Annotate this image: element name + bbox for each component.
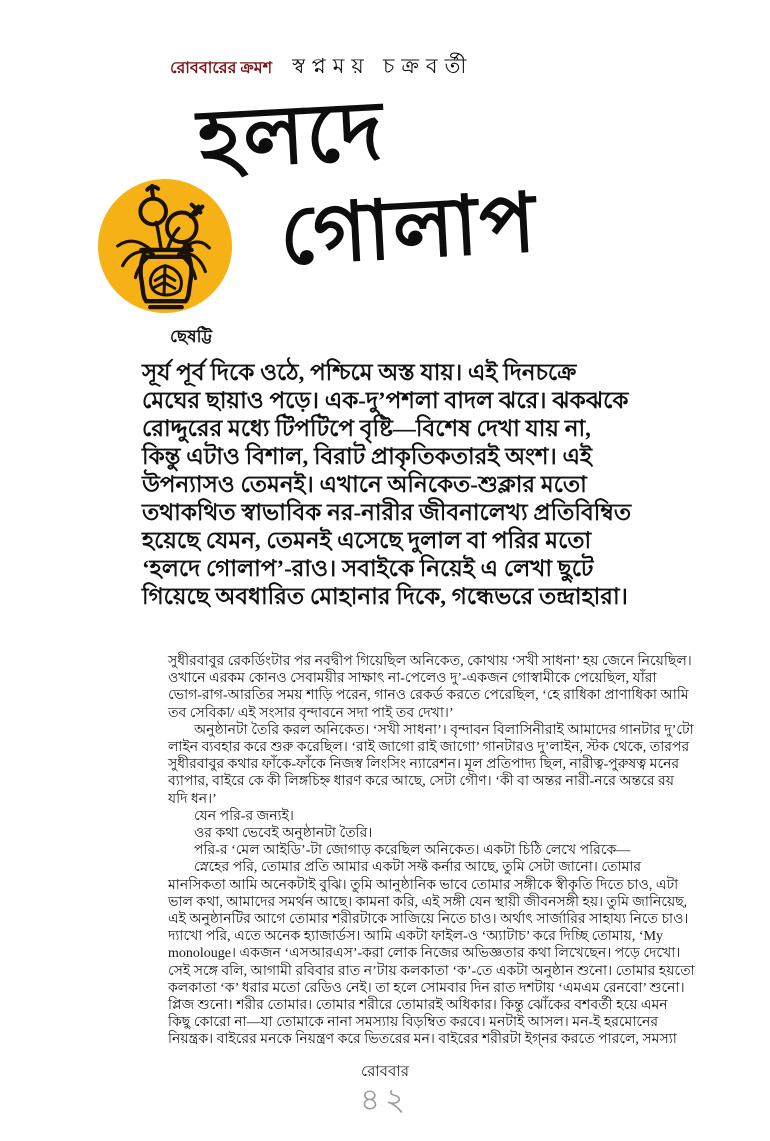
- intro-paragraph: [142, 359, 647, 611]
- title-line-1: হলদে: [195, 85, 387, 186]
- intro-line: হয়েছে যেমন, তেমনই এসেছে দুলাল বা পরির মতো: [142, 528, 592, 553]
- title-line-2: গোলাপ: [277, 177, 540, 282]
- body-line: ওর কথা ভেবেই অনুষ্ঠানটা তৈরি।: [194, 826, 373, 842]
- body-line: নিয়ন্ত্রক। বাইরের মনকে নিয়ন্ত্রণ করে ভিতরের মন। বাইরের শরীরটা ইগ্‌নর করতে পারলে, সমস্যা: [168, 1032, 677, 1048]
- body-line: ভাল কথা, আমাদের সমর্থন আছে। কামনা করি, এই সঙ্গী যেন স্থায়ী জীবনসঙ্গী হয়। তুমি জানিয়েছ,: [168, 894, 688, 910]
- intro-line: উপন্যাসও তেমনই। এখানে অনিকেত-শুক্লার মতো: [142, 472, 587, 497]
- intro-line: ‘হলদে গোলাপ’-রাও। সবাইকে নিয়েই এ লেখা ছুটে: [142, 556, 594, 581]
- chapter-label: ছেষট্টি: [170, 327, 213, 346]
- page-header: [170, 50, 473, 85]
- intro-line: সূর্য পূর্ব দিকে ওঠে, পশ্চিমে অস্ত যায়। এই দিনচক্রে: [142, 360, 577, 385]
- body-line: সুধীরবাবুর কথার ফাঁকে-ফাঁকে নিজস্ব লিংসিং ন্যারেশন। মূল প্রতিপাদ্য ছিল, নারীত্ব-পুরুষত্ব মনের: [168, 757, 680, 773]
- intro-line: তথাকথিত স্বাভাবিক নর-নারীর জীবনালেখ্য প্রতিবিম্বিত: [142, 500, 632, 525]
- body-line: এই অনুষ্ঠানটির আগে তোমার শরীরটাকে সাজিয়ে নিতে চাও। অর্থাৎ সার্জারির সাহায্য নিতে চাও।: [168, 912, 689, 928]
- body-line: যেন পরি-র জন্যই।: [194, 808, 294, 824]
- intro-line: কিন্তু এটাও বিশাল, বিরাট প্রাকৃতিকতারই অংশ। এই: [142, 444, 592, 469]
- body-line: স্নেহের পরি, তোমার প্রতি আমার একটা সফ্ট কর্নার আছে, তুমি সেটা জানো। তোমার: [194, 860, 642, 876]
- body-line: সুধীরবাবুর রেকর্ডিংটার পর নবদ্বীপ গিয়েছিল অনিকেত, কোথায় ‘সখী সাধনা’ হয় জেনে নিয়েছিল।: [168, 654, 692, 669]
- body-line: ওখানে এরকম কোনও সেবাময়ীর সাক্ষাৎ না-পেলেও দু’-একজন গোস্বামীকে পেয়েছিল, যাঁরা: [168, 671, 657, 687]
- body-line: monolouge। একজন ‘এসআরএস’-করা লোক নিজের অভিজ্ঞতার কথা লিখেছেন। পড়ে দেখো।: [168, 946, 681, 962]
- body-line: সেই সঙ্গে বলি, আগামী রবিবার রাত ন’টায় কলকাতা ‘ক’-তে একটা অনুষ্ঠান শুনো। তোমার হয়তো: [168, 963, 695, 979]
- series-label: রোববারের ক্রমশ: [170, 60, 273, 77]
- body-line: যদি ধন।’: [168, 791, 217, 807]
- body-line: লাইন ব্যবহার করে শুরু করেছিল। ‘রাই জাগো রাই জাগো’ গানটারও দু’লাইন, স্টক থেকে, তারপর: [168, 740, 690, 756]
- body-line: ব্যাপার, বাইরে কে কী লিঙ্গচিহ্ন ধারণ করে আছে, সেটা গৌণ। ‘কী বা অন্তর নারী-নরে অন্তরে রয়: [168, 774, 674, 790]
- body-line: কিছু কোরো না—যা তোমাকে নানা সমস্যায় বিড়ম্বিত করবে। মনটাই আসল। মন-ই হরমোনের: [168, 1015, 659, 1031]
- body-line: মানসিকতা আমি অনেকটাই বুঝি। তুমি আনুষ্ঠানিক ভাবে তোমার সঙ্গীকে স্বীকৃতি দিতে চাও, এটা: [168, 877, 679, 893]
- body-line: পরি-র ‘মেল আইডি’-টা জোগাড় করেছিল অনিকেত। একটা চিঠি লেখে পরিকে—: [194, 843, 631, 859]
- body-line: দ্যাখো পরি, এতে অনেক হ্যাজার্ডস। আমি একটা ফাইল-ও ‘অ্যাটাচ’ করে দিচ্ছি তোমায়, ‘My: [168, 929, 664, 945]
- body-line: ভোগ-রাগ-আরতির সময় শাড়ি পরেন, গানও রেকর্ড করতে পেরেছিল, ‘হে রাধিকা প্রাণাধিকা আমি: [168, 688, 689, 704]
- intro-line: গিয়েছে অবধারিত মোহানার দিকে, গন্ধেভরে তন্দ্রাহারা।: [142, 584, 628, 609]
- body-line: কলকাতা ‘ক’ ধরার মতো রেডিও নেই। তা হলে সোমবার দিন রাত দশটায় ‘এমএম রেনবো’ শুনো।: [168, 980, 685, 996]
- flower-pot-illustration: [96, 177, 234, 315]
- intro-line: মেঘের ছায়াও পড়ে। এক-দু’পশলা বাদল ঝরে। ঝকঝকে: [142, 388, 629, 413]
- intro-line: রোদ্দুরের মধ্যে টিপটিপে বৃষ্টি—বিশেষ দেখা যায় না,: [142, 416, 591, 441]
- body-line: অনুষ্ঠানটা তৈরি করল অনিকেত। ‘সখী সাধনা’। বৃন্দাবন বিলাসিনীরাই আমাদের গানটার দু’টো: [194, 722, 694, 738]
- author-name: স্বপ্নময় চক্রবর্তী: [292, 54, 474, 78]
- footer-magazine-name: রোববার: [361, 1064, 409, 1080]
- page-number: ৪২: [359, 1082, 411, 1117]
- body-text: [168, 653, 695, 1049]
- body-line: তব সেবিকা/ এই সংসার বৃন্দাবনে সদা পাই তব দেখা।’: [168, 705, 454, 721]
- body-line: প্লিজ শুনো। শরীর তোমার। তোমার শরীরে তোমারই অধিকার। কিন্তু ঝোঁকের বশবর্তী হয়ে এমন: [168, 998, 668, 1014]
